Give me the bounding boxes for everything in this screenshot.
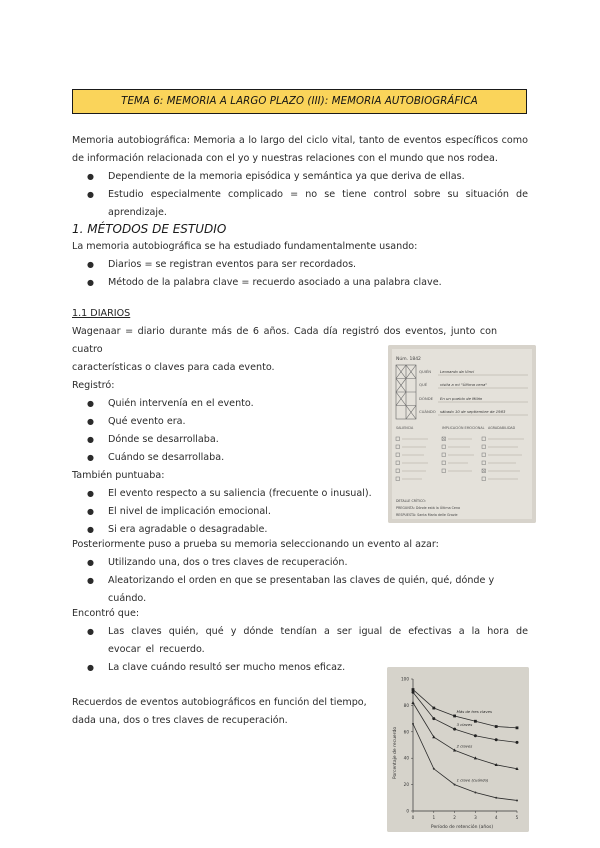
list-item: ● Quién intervenía en el evento. xyxy=(72,395,528,413)
figure-caption-block xyxy=(72,694,377,730)
diary-row-label: CUÁNDO xyxy=(419,409,436,414)
diary-footer: DETALLE CRÍTICO: xyxy=(396,499,426,503)
data-point xyxy=(412,723,414,725)
list-item: ● Método de la palabra clave = recuerdo asociado a una palabra clave. xyxy=(72,274,528,292)
data-point xyxy=(432,717,435,720)
data-point xyxy=(474,720,477,723)
data-point xyxy=(432,707,435,710)
data-point xyxy=(433,768,435,770)
diary-footer: RESPUESTA: Santa María delle Grazie xyxy=(396,513,458,517)
x-tick-label: 0 xyxy=(411,815,415,820)
x-tick-label: 1 xyxy=(432,815,436,820)
y-tick-label: 60 xyxy=(403,729,409,735)
x-tick-label: 3 xyxy=(474,815,477,820)
y-axis-label: Porcentaje de recuerdo xyxy=(393,726,398,780)
data-point xyxy=(474,734,477,737)
data-point xyxy=(495,738,498,741)
list-item: ● Las claves quién, qué y dónde tendían a ser igual de efectivas a la hora de evocar el recuerdo. xyxy=(72,623,528,659)
section-heading: 1. MÉTODOS DE ESTUDIO xyxy=(72,222,227,236)
y-tick-label: 20 xyxy=(403,782,409,788)
list-item: ● Utilizando una, dos o tres claves de recuperación. xyxy=(72,554,528,572)
data-point xyxy=(516,726,519,729)
list-item: ● El evento respecto a su saliencia (frecuente o inusual). xyxy=(72,485,528,503)
data-point xyxy=(453,715,456,718)
diary-row-value: visita a mi "Última cena" xyxy=(440,382,488,387)
retention-chart xyxy=(387,667,529,832)
wagenaar-line-1: Wagenaar = diario durante más de 6 años. Cada día registró dos eventos, junto con cuatro xyxy=(72,326,498,355)
posterior-bullets xyxy=(72,554,528,608)
intro-bullets xyxy=(72,168,528,222)
retention-chart-image xyxy=(387,667,529,832)
diary-row-value: En un pueblo de Milán xyxy=(440,396,483,401)
diary-row-value: sábado 10 de septiembre de 1983 xyxy=(440,409,506,414)
encontro-label: Encontró que: xyxy=(72,608,140,619)
list-item: ● Dependiente de la memoria episódica y semántica ya que deriva de ellas. xyxy=(72,168,528,186)
section-text: La memoria autobiográfica se ha estudiado fundamentalmente usando: xyxy=(72,241,418,252)
list-item: ● Cuándo se desarrollaba. xyxy=(72,449,528,467)
diary-image xyxy=(388,345,536,523)
diary-row-value: Leonardo da Vinci xyxy=(440,369,475,374)
data-point xyxy=(412,688,415,691)
wagenaar-line-2: características o claves para cada evento. xyxy=(72,362,275,373)
diary-row-label: QUIÉN xyxy=(419,369,432,374)
x-tick-label: 5 xyxy=(515,815,519,820)
series-label: 1 clave (cuándo) xyxy=(456,777,489,783)
diary-col-title: AGRADABILIDAD xyxy=(488,426,516,430)
data-point xyxy=(516,799,518,801)
methods-bullets xyxy=(72,256,528,292)
x-tick-label: 2 xyxy=(453,815,456,820)
list-item: ● Dónde se desarrollaba. xyxy=(72,431,528,449)
intro-block xyxy=(72,132,528,222)
list-item: ● Qué evento era. xyxy=(72,413,528,431)
diary-header: Núm. 1842 xyxy=(396,357,421,362)
registro-label: Registró: xyxy=(72,380,115,391)
diary-row-label: DÓNDE xyxy=(419,396,434,401)
series-label: 2 claves xyxy=(456,743,473,749)
data-point xyxy=(474,792,476,794)
data-point xyxy=(495,725,498,728)
y-tick-label: 100 xyxy=(401,676,409,682)
list-item: ● Aleatorizando el orden en que se presentaban las claves de quién, qué, dónde y cuándo. xyxy=(72,572,528,608)
list-item: ● Estudio especialmente complicado = no se tiene control sobre su situación de aprendizaje. xyxy=(72,186,528,222)
data-point xyxy=(516,741,519,744)
diary-col-title: IMPLICACIÓN EMOCIONAL xyxy=(442,426,485,430)
diary-col-title: SALIENCIA xyxy=(396,426,414,430)
diary-row-label: QUÉ xyxy=(419,382,428,387)
data-point xyxy=(454,784,456,786)
figure-caption: Recuerdos de eventos autobiográficos en función del tiempo, dada una, dos o tres claves de recuperación. xyxy=(72,697,367,726)
y-tick-label: 40 xyxy=(403,755,409,761)
posterior-text: Posteriormente puso a prueba su memoria seleccionando un evento al azar: xyxy=(72,539,439,550)
title-box xyxy=(72,89,527,114)
list-item: ● Diarios = se registran eventos para ser recordados. xyxy=(72,256,528,274)
section-1 xyxy=(72,220,528,292)
x-axis-label: Período de retención (años) xyxy=(430,825,494,830)
subsection-heading: 1.1 DIARIOS xyxy=(72,308,131,319)
list-item: ● La clave cuándo resultó ser mucho menos eficaz. xyxy=(72,659,528,677)
y-tick-label: 0 xyxy=(406,808,409,814)
list-item: ● Si era agradable o desagradable. xyxy=(72,521,528,539)
series-label: 3 claves xyxy=(456,722,473,728)
puntuaba-label: También puntuaba: xyxy=(72,470,165,481)
y-tick-label: 80 xyxy=(403,702,409,708)
diary-form-svg xyxy=(388,345,536,523)
data-point xyxy=(453,728,456,731)
posterior-block xyxy=(72,536,528,608)
intro-paragraph: Memoria autobiográfica: Memoria a lo largo del ciclo vital, tanto de eventos específicos como de información relacionada con el yo y nuestras relaciones con el mundo que nos rodea. xyxy=(72,135,528,164)
data-point xyxy=(412,691,415,694)
data-point xyxy=(495,797,497,799)
diary-footer: PREGUNTA: Dónde está la Última Cena xyxy=(396,506,461,510)
list-item: ● El nivel de implicación emocional. xyxy=(72,503,528,521)
x-tick-label: 4 xyxy=(494,815,498,820)
series-label: Más de tres claves xyxy=(456,708,492,714)
page-title: TEMA 6: MEMORIA A LARGO PLAZO (III): MEMORIA AUTOBIOGRÁFICA xyxy=(121,96,478,107)
